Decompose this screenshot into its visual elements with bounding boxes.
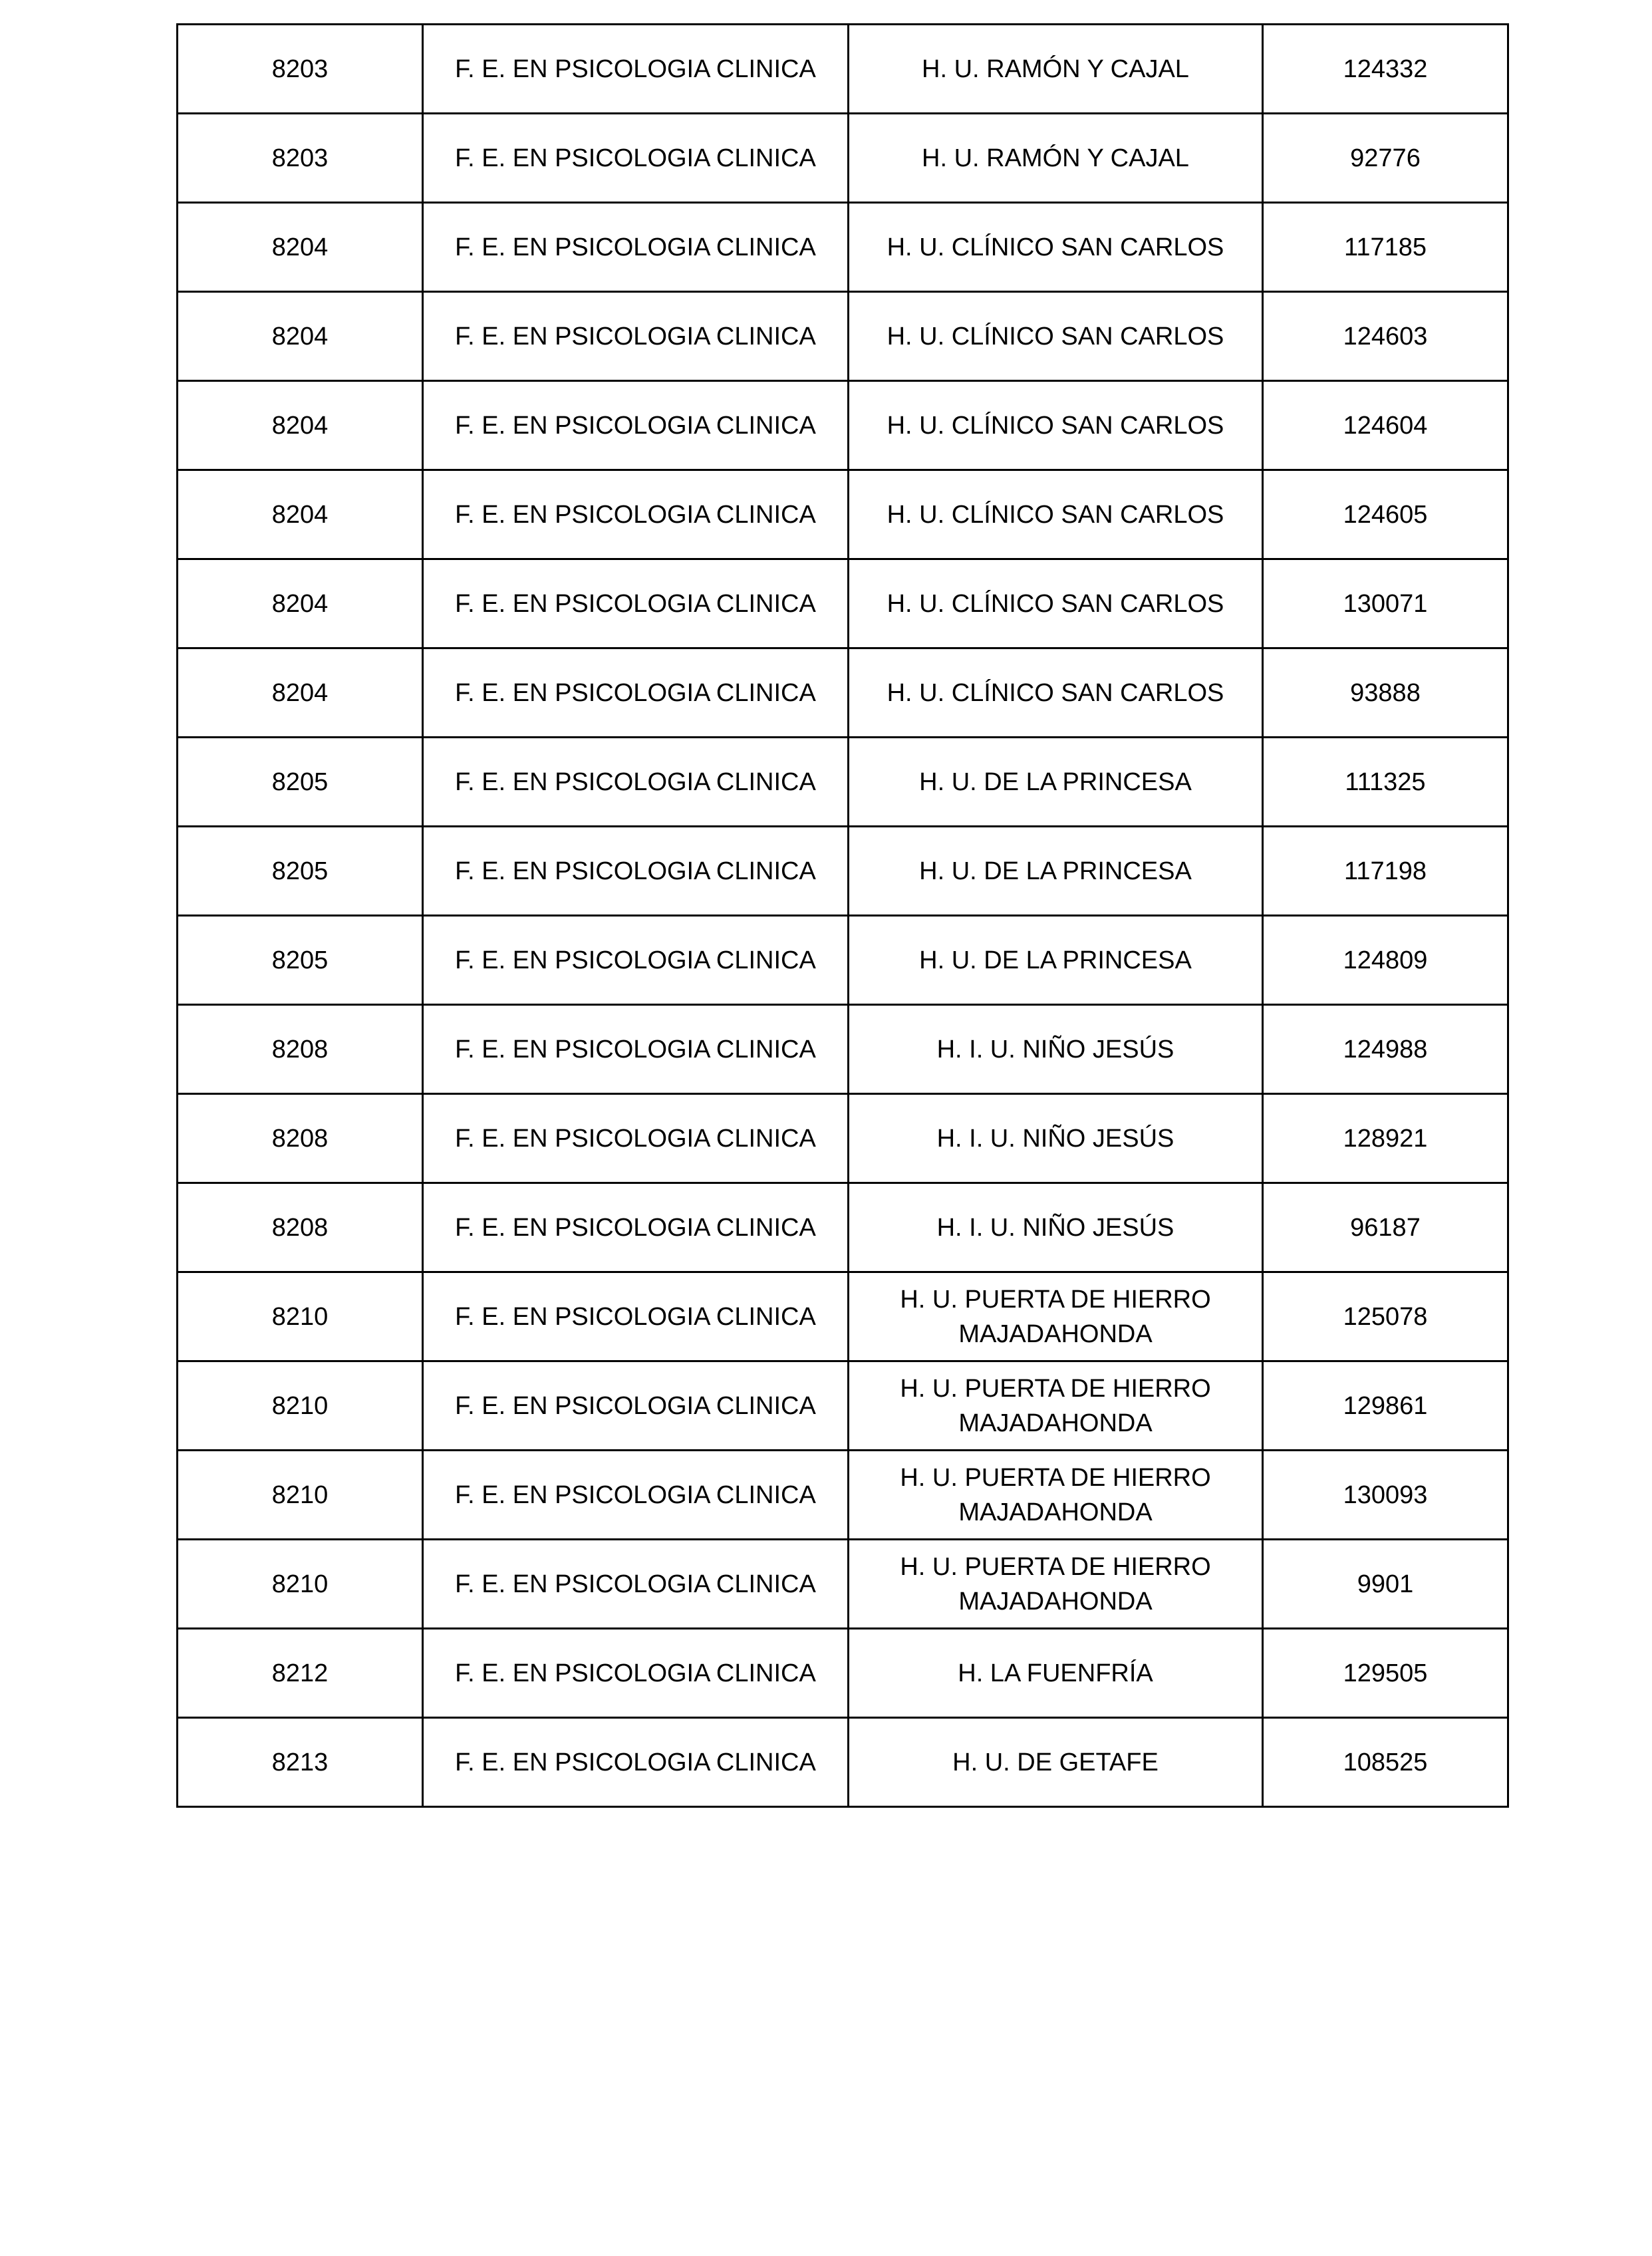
cell-center [849,25,1263,114]
cell-code: 8203 [178,25,423,114]
table-row [178,381,1508,470]
cell-plaza: 128921 [1263,1094,1508,1183]
cell-plaza: 111325 [1263,738,1508,827]
cell-plaza: 130071 [1263,559,1508,648]
center-line: H. U. PUERTA DE HIERRO [900,1552,1211,1581]
positions-table [176,23,1509,1808]
cell-plaza: 124809 [1263,916,1508,1005]
cell-specialty: F. E. EN PSICOLOGIA CLINICA [423,827,849,916]
center-line: H. U. RAMÓN Y CAJAL [922,144,1189,172]
center-line: H. U. CLÍNICO SAN CARLOS [887,678,1224,707]
cell-center [849,1361,1263,1451]
cell-specialty: F. E. EN PSICOLOGIA CLINICA [423,381,849,470]
table-body [178,25,1508,1807]
cell-plaza: 124332 [1263,25,1508,114]
table-row [178,1540,1508,1629]
cell-plaza: 117185 [1263,203,1508,292]
cell-specialty: F. E. EN PSICOLOGIA CLINICA [423,916,849,1005]
cell-plaza: 130093 [1263,1451,1508,1540]
cell-center [849,381,1263,470]
center-line: H. I. U. NIÑO JESÚS [936,1213,1174,1242]
center-line: H. I. U. NIÑO JESÚS [936,1124,1174,1153]
center-line: H. U. DE LA PRINCESA [919,946,1192,974]
cell-specialty: F. E. EN PSICOLOGIA CLINICA [423,1451,849,1540]
cell-plaza: 93888 [1263,648,1508,738]
center-line: H. U. CLÍNICO SAN CARLOS [887,322,1224,351]
cell-specialty: F. E. EN PSICOLOGIA CLINICA [423,559,849,648]
cell-code: 8210 [178,1361,423,1451]
table-row [178,1361,1508,1451]
table-row [178,1183,1508,1272]
center-line: H. U. DE LA PRINCESA [919,768,1192,796]
cell-center [849,827,1263,916]
cell-center [849,1272,1263,1361]
cell-center [849,1451,1263,1540]
center-line: H. U. PUERTA DE HIERRO [900,1374,1211,1403]
table-row [178,1094,1508,1183]
cell-code: 8213 [178,1718,423,1807]
table-row [178,648,1508,738]
cell-plaza: 96187 [1263,1183,1508,1272]
center-line: MAJADAHONDA [958,1320,1153,1348]
cell-plaza: 125078 [1263,1272,1508,1361]
cell-center [849,559,1263,648]
cell-center [849,1183,1263,1272]
cell-center [849,1629,1263,1718]
center-line: H. U. RAMÓN Y CAJAL [922,55,1189,83]
cell-center [849,648,1263,738]
center-line: H. U. CLÍNICO SAN CARLOS [887,589,1224,618]
cell-specialty: F. E. EN PSICOLOGIA CLINICA [423,1718,849,1807]
cell-plaza: 117198 [1263,827,1508,916]
cell-specialty: F. E. EN PSICOLOGIA CLINICA [423,1361,849,1451]
cell-plaza: 92776 [1263,114,1508,203]
cell-plaza: 129861 [1263,1361,1508,1451]
cell-specialty: F. E. EN PSICOLOGIA CLINICA [423,1183,849,1272]
table-row [178,1629,1508,1718]
cell-code: 8204 [178,559,423,648]
cell-code: 8210 [178,1451,423,1540]
center-line: H. U. PUERTA DE HIERRO [900,1463,1211,1492]
cell-center [849,1540,1263,1629]
cell-code: 8204 [178,381,423,470]
cell-specialty: F. E. EN PSICOLOGIA CLINICA [423,1005,849,1094]
cell-code: 8204 [178,203,423,292]
cell-code: 8210 [178,1540,423,1629]
cell-specialty: F. E. EN PSICOLOGIA CLINICA [423,1272,849,1361]
table-row [178,25,1508,114]
cell-specialty: F. E. EN PSICOLOGIA CLINICA [423,114,849,203]
table-row [178,1005,1508,1094]
cell-code: 8212 [178,1629,423,1718]
center-line: MAJADAHONDA [958,1409,1153,1437]
cell-center [849,114,1263,203]
center-line: MAJADAHONDA [958,1498,1153,1526]
cell-plaza: 124604 [1263,381,1508,470]
table-row [178,559,1508,648]
center-line: H. U. CLÍNICO SAN CARLOS [887,500,1224,529]
table-row [178,470,1508,559]
cell-code: 8208 [178,1094,423,1183]
cell-specialty: F. E. EN PSICOLOGIA CLINICA [423,738,849,827]
center-line: H. I. U. NIÑO JESÚS [936,1035,1174,1063]
cell-code: 8208 [178,1183,423,1272]
table-row [178,114,1508,203]
cell-code: 8205 [178,827,423,916]
cell-code: 8210 [178,1272,423,1361]
table-row [178,1718,1508,1807]
cell-specialty: F. E. EN PSICOLOGIA CLINICA [423,25,849,114]
cell-code: 8203 [178,114,423,203]
table-row [178,1451,1508,1540]
cell-specialty: F. E. EN PSICOLOGIA CLINICA [423,292,849,381]
table-row [178,292,1508,381]
table-row [178,203,1508,292]
center-line: H. U. DE LA PRINCESA [919,857,1192,885]
cell-center [849,916,1263,1005]
cell-specialty: F. E. EN PSICOLOGIA CLINICA [423,203,849,292]
cell-plaza: 124988 [1263,1005,1508,1094]
cell-center [849,470,1263,559]
table-row [178,827,1508,916]
table-row [178,1272,1508,1361]
table-row [178,916,1508,1005]
table-row [178,738,1508,827]
cell-specialty: F. E. EN PSICOLOGIA CLINICA [423,648,849,738]
center-line: H. U. PUERTA DE HIERRO [900,1285,1211,1314]
cell-code: 8204 [178,292,423,381]
cell-code: 8204 [178,648,423,738]
cell-specialty: F. E. EN PSICOLOGIA CLINICA [423,1094,849,1183]
cell-center [849,1718,1263,1807]
center-line: H. U. DE GETAFE [952,1748,1159,1776]
cell-center [849,292,1263,381]
cell-center [849,203,1263,292]
cell-plaza: 124605 [1263,470,1508,559]
cell-center [849,1094,1263,1183]
cell-plaza: 129505 [1263,1629,1508,1718]
cell-code: 8205 [178,916,423,1005]
center-line: H. U. CLÍNICO SAN CARLOS [887,233,1224,261]
cell-center [849,1005,1263,1094]
cell-code: 8204 [178,470,423,559]
cell-plaza: 108525 [1263,1718,1508,1807]
cell-code: 8208 [178,1005,423,1094]
cell-code: 8205 [178,738,423,827]
center-line: H. LA FUENFRÍA [958,1659,1153,1687]
cell-specialty: F. E. EN PSICOLOGIA CLINICA [423,1540,849,1629]
center-line: H. U. CLÍNICO SAN CARLOS [887,411,1224,440]
cell-specialty: F. E. EN PSICOLOGIA CLINICA [423,1629,849,1718]
cell-plaza: 9901 [1263,1540,1508,1629]
cell-specialty: F. E. EN PSICOLOGIA CLINICA [423,470,849,559]
center-line: MAJADAHONDA [958,1587,1153,1616]
cell-plaza: 124603 [1263,292,1508,381]
cell-center [849,738,1263,827]
